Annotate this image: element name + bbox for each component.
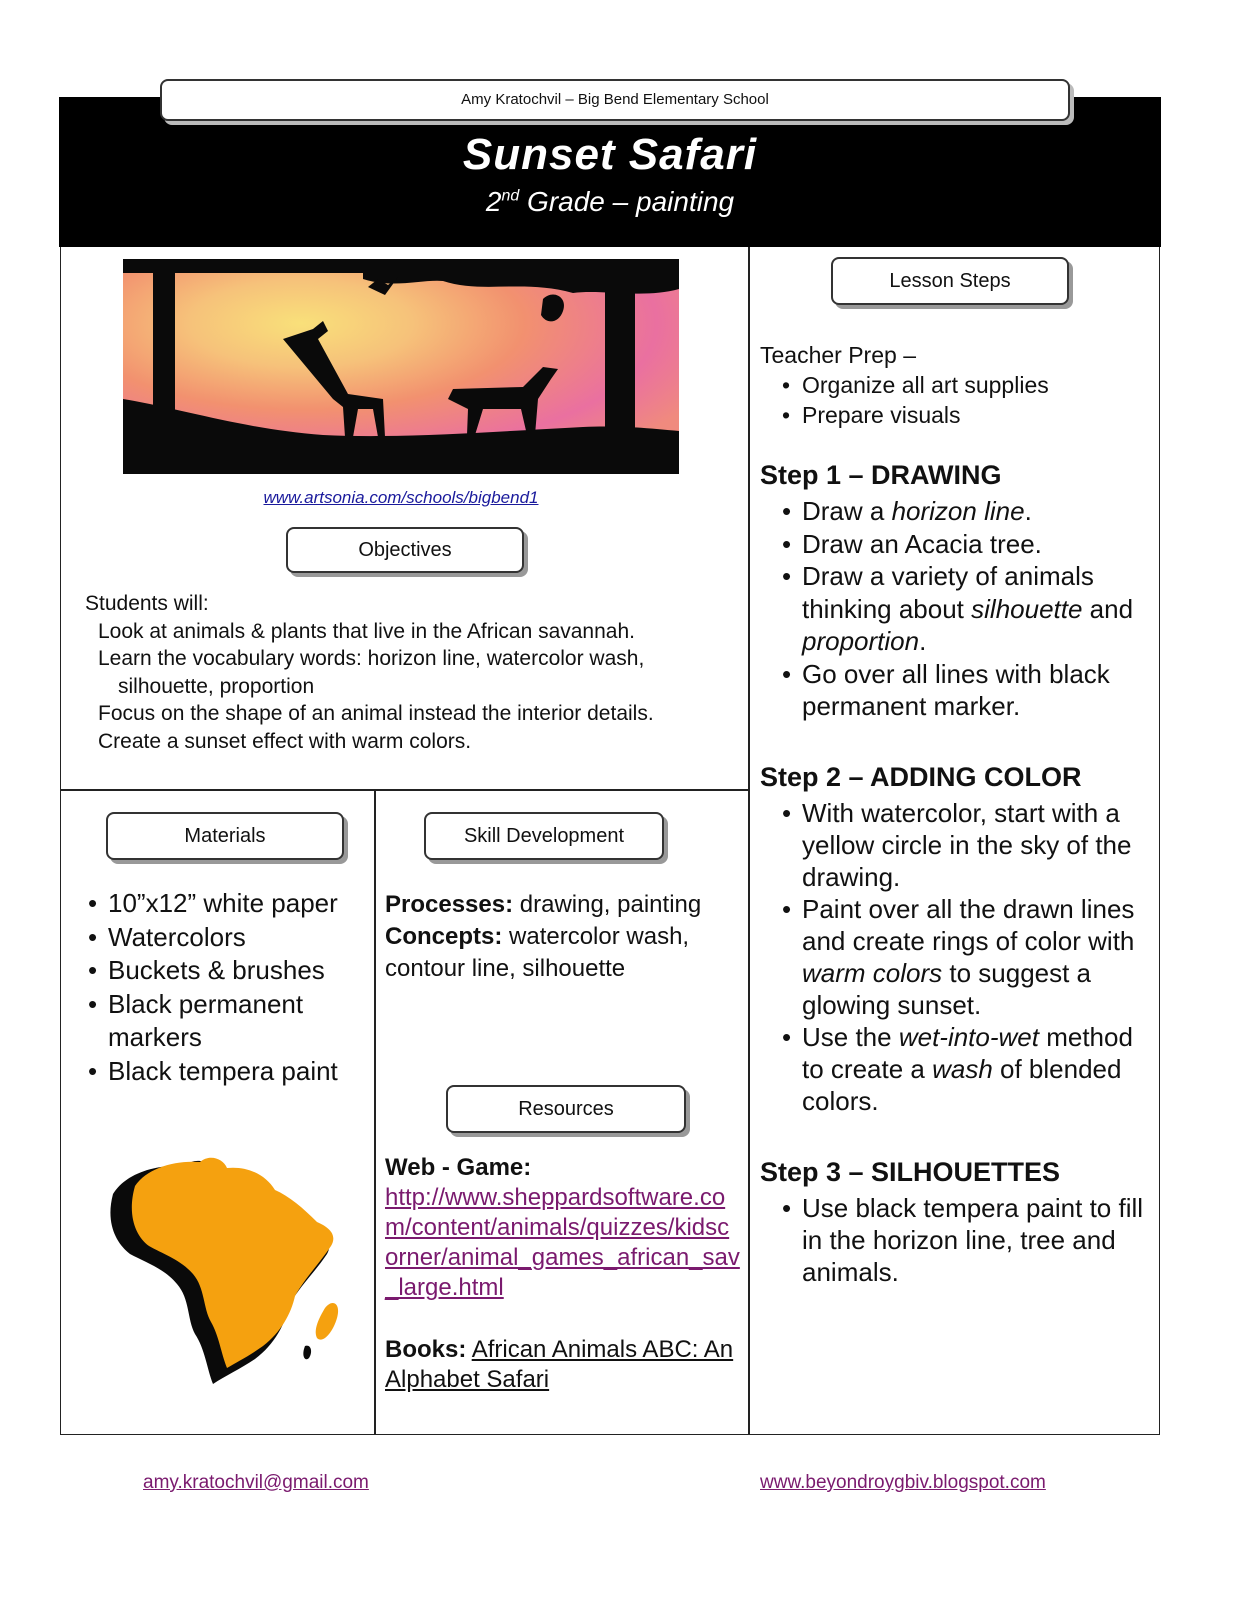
africa-map-icon <box>105 1148 345 1388</box>
book-title: African Animals ABC: An Alphabet Safari <box>385 1336 734 1393</box>
footer-email-link[interactable]: amy.kratochvil@gmail.com <box>143 1472 369 1493</box>
prep-item: • Organize all art supplies <box>782 370 1150 400</box>
school-banner: Amy Kratochvil – Big Bend Elementary School <box>160 79 1070 121</box>
material-item: • Buckets & brushes <box>88 954 368 988</box>
step-1-item: • Go over all lines with black permanent marker. <box>782 658 1150 723</box>
divider-objectives <box>60 789 749 791</box>
materials-heading: Materials <box>106 812 344 860</box>
objective-item: silhouette, proportion <box>118 674 315 698</box>
resources-text <box>385 1153 740 1395</box>
step-1-item: • Draw an Acacia tree. <box>782 528 1150 561</box>
objective-item: Focus on the shape of an animal instead the interior details. <box>98 702 654 725</box>
lesson-steps-heading: Lesson Steps <box>831 257 1069 305</box>
concepts-value: watercolor wash, contour line, silhouette <box>385 923 690 982</box>
grade-text: Grade – painting <box>519 186 735 217</box>
teacher-prep-title: Teacher Prep – <box>760 342 916 368</box>
material-item: • Black permanent markers <box>88 988 368 1055</box>
step-1-item: • Draw a variety of animals thinking about silhouette and proportion. <box>782 560 1150 658</box>
web-game-label: Web - Game: <box>385 1154 532 1181</box>
footer-blog-link[interactable]: www.beyondroygbiv.blogspot.com <box>760 1472 1046 1493</box>
step-2-item: • With watercolor, start with a yellow circle in the sky of the drawing. <box>782 797 1150 893</box>
objectives-intro: Students will: <box>85 592 209 615</box>
objective-item: Learn the vocabulary words: horizon line, watercolor wash, <box>98 647 645 670</box>
step-1-title: Step 1 – DRAWING <box>760 460 1002 490</box>
books-label: Books: <box>385 1336 467 1363</box>
material-item: • Watercolors <box>88 921 368 955</box>
step-3-item: • Use black tempera paint to fill in the horizon line, tree and animals. <box>782 1192 1150 1288</box>
step-2 <box>760 762 1150 1117</box>
divider-materials <box>374 789 376 1435</box>
materials-list <box>88 887 368 1088</box>
skill-development-heading: Skill Development <box>424 812 664 860</box>
step-1 <box>760 460 1150 723</box>
divider-right-column <box>748 247 750 1435</box>
material-item: • Black tempera paint <box>88 1055 368 1089</box>
page-subtitle <box>59 186 1161 218</box>
objectives-text <box>85 590 735 755</box>
processes-value: drawing, painting <box>513 891 702 918</box>
processes-label: Processes: <box>385 891 514 918</box>
concepts-label: Concepts: <box>385 923 503 950</box>
prep-item: • Prepare visuals <box>782 400 1150 430</box>
step-2-title: Step 2 – ADDING COLOR <box>760 762 1082 792</box>
step-3 <box>760 1157 1150 1288</box>
resources-heading: Resources <box>446 1085 686 1133</box>
teacher-prep <box>760 340 1150 430</box>
material-item: • 10”x12” white paper <box>88 887 368 921</box>
step-1-item: • Draw a horizon line. <box>782 495 1150 528</box>
web-game-link[interactable]: http://www.sheppardsoftware.com/content/animals/quizzes/kidscorner/animal_games_african_sav_large.html <box>385 1184 740 1301</box>
objectives-heading: Objectives <box>286 527 524 573</box>
objective-item: Create a sunset effect with warm colors. <box>98 729 472 753</box>
step-3-title: Step 3 – SILHOUETTES <box>760 1157 1061 1187</box>
objective-item: Look at animals & plants that live in the African savannah. <box>98 619 635 643</box>
artsonia-link[interactable]: www.artsonia.com/schools/bigbend1 <box>263 488 539 507</box>
grade-suffix: nd <box>501 187 520 205</box>
step-2-item: • Use the wet-into-wet method to create a wash of blended colors. <box>782 1021 1150 1117</box>
sunset-safari-artwork <box>123 259 679 474</box>
step-2-item: • Paint over all the drawn lines and create rings of color with warm colors to suggest a glowing sunset. <box>782 893 1150 1021</box>
page-title: Sunset Safari <box>462 130 758 179</box>
skills-text <box>385 889 740 985</box>
grade-number: 2 <box>485 186 502 217</box>
